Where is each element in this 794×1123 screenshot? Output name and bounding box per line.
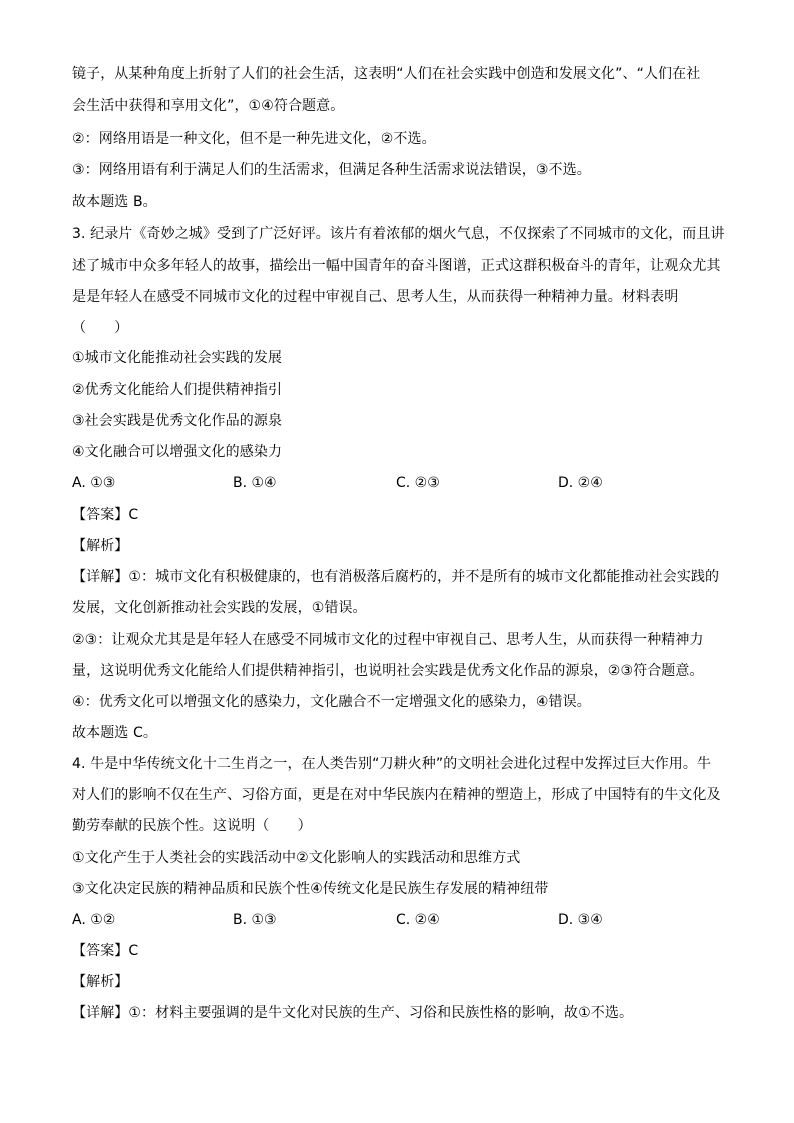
text-line: ③：网络用语有利于满足人们的生活需求，但满足各种生活需求说法错误，③不选。: [72, 162, 591, 178]
statement-3: ③社会实践是优秀文化作品的源泉: [72, 413, 283, 429]
analysis-label: 【解析】: [72, 974, 129, 990]
option-b: B. ①③: [233, 912, 277, 928]
text-line: ④：优秀文化可以增强文化的感染力，文化融合不一定增强文化的感染力，④错误。: [72, 694, 591, 710]
text-line: 【详解】①：城市文化有积极健康的，也有消极落后腐朽的，并不是所有的城市文化都能推动社会实践的: [72, 569, 720, 585]
text-line: 【详解】①：材料主要强调的是牛文化对民族的生产、习俗和民族性格的影响，故①不选。: [72, 1005, 634, 1021]
question-4-stem: 4. 牛是中华传统文化十二生肖之一，在人类告别“刀耕火种”的文明社会进化过程中发挥过巨大作用。牛: [72, 756, 712, 772]
text-line: 是是年轻人在感受不同城市文化的过程中审视自己、思考人生，从而获得一种精神力量。材料表明: [72, 289, 679, 305]
option-d: D. ②④: [558, 475, 603, 491]
statements-3-4: ③文化决定民族的精神品质和民族个性④传统文化是民族生存发展的精神纽带: [72, 881, 549, 897]
text-line: ②③：让观众尤其是是年轻人在感受不同城市文化的过程中审视自己、思考人生，从而获得一种精神力: [72, 632, 704, 648]
answer-label: 【答案】C: [72, 943, 139, 959]
option-a: A. ①③: [72, 475, 116, 491]
statement-4: ④文化融合可以增强文化的感染力: [72, 444, 283, 460]
option-c: C. ②④: [396, 912, 440, 928]
analysis-label: 【解析】: [72, 538, 129, 554]
text-line: ②：网络用语是一种文化，但不是一种先进文化，②不选。: [72, 131, 436, 147]
text-line: 故本题选 C。: [72, 725, 157, 741]
answer-blank: （ ）: [72, 320, 129, 336]
statement-1: ①城市文化能推动社会实践的发展: [72, 350, 283, 366]
option-d: D. ③④: [558, 912, 603, 928]
text-line: 镜子，从某种角度上折射了人们的社会生活，这表明“人们在社会实践中创造和发展文化”、“人们在社: [72, 66, 701, 82]
answer-label: 【答案】C: [72, 507, 139, 523]
statements-1-2: ①文化产生于人类社会的实践活动中②文化影响人的实践活动和思维方式: [72, 850, 521, 866]
question-3-stem: 3. 纪录片《奇妙之城》受到了广泛好评。该片有着浓郁的烟火气息，不仅探索了不同城市的文化，而且讲: [72, 226, 725, 242]
text-line: 述了城市中众多年轻人的故事，描绘出一幅中国青年的奋斗图谱，正式这群积极奋斗的青年，让观众尤其: [72, 258, 721, 274]
text-line: 量，这说明优秀文化能给人们提供精神指引，也说明社会实践是优秀文化作品的源泉，②③符合题意。: [72, 663, 704, 679]
statement-2: ②优秀文化能给人们提供精神指引: [72, 382, 283, 398]
option-b: B. ①④: [233, 475, 277, 491]
text-line: 会生活中获得和享用文化”，①④符合题意。: [72, 98, 345, 114]
option-c: C. ②③: [396, 475, 440, 491]
text-line: 故本题选 B。: [72, 194, 157, 210]
text-line: 勤劳奉献的民族个性。这说明（ ）: [72, 818, 312, 834]
text-line: 对人们的影响不仅在生产、习俗方面，更是在对中华民族内在精神的塑造上，形成了中国特有的牛文化及: [72, 787, 721, 803]
option-a: A. ①②: [72, 912, 116, 928]
text-line: 发展，文化创新推动社会实践的发展，①错误。: [72, 600, 367, 616]
